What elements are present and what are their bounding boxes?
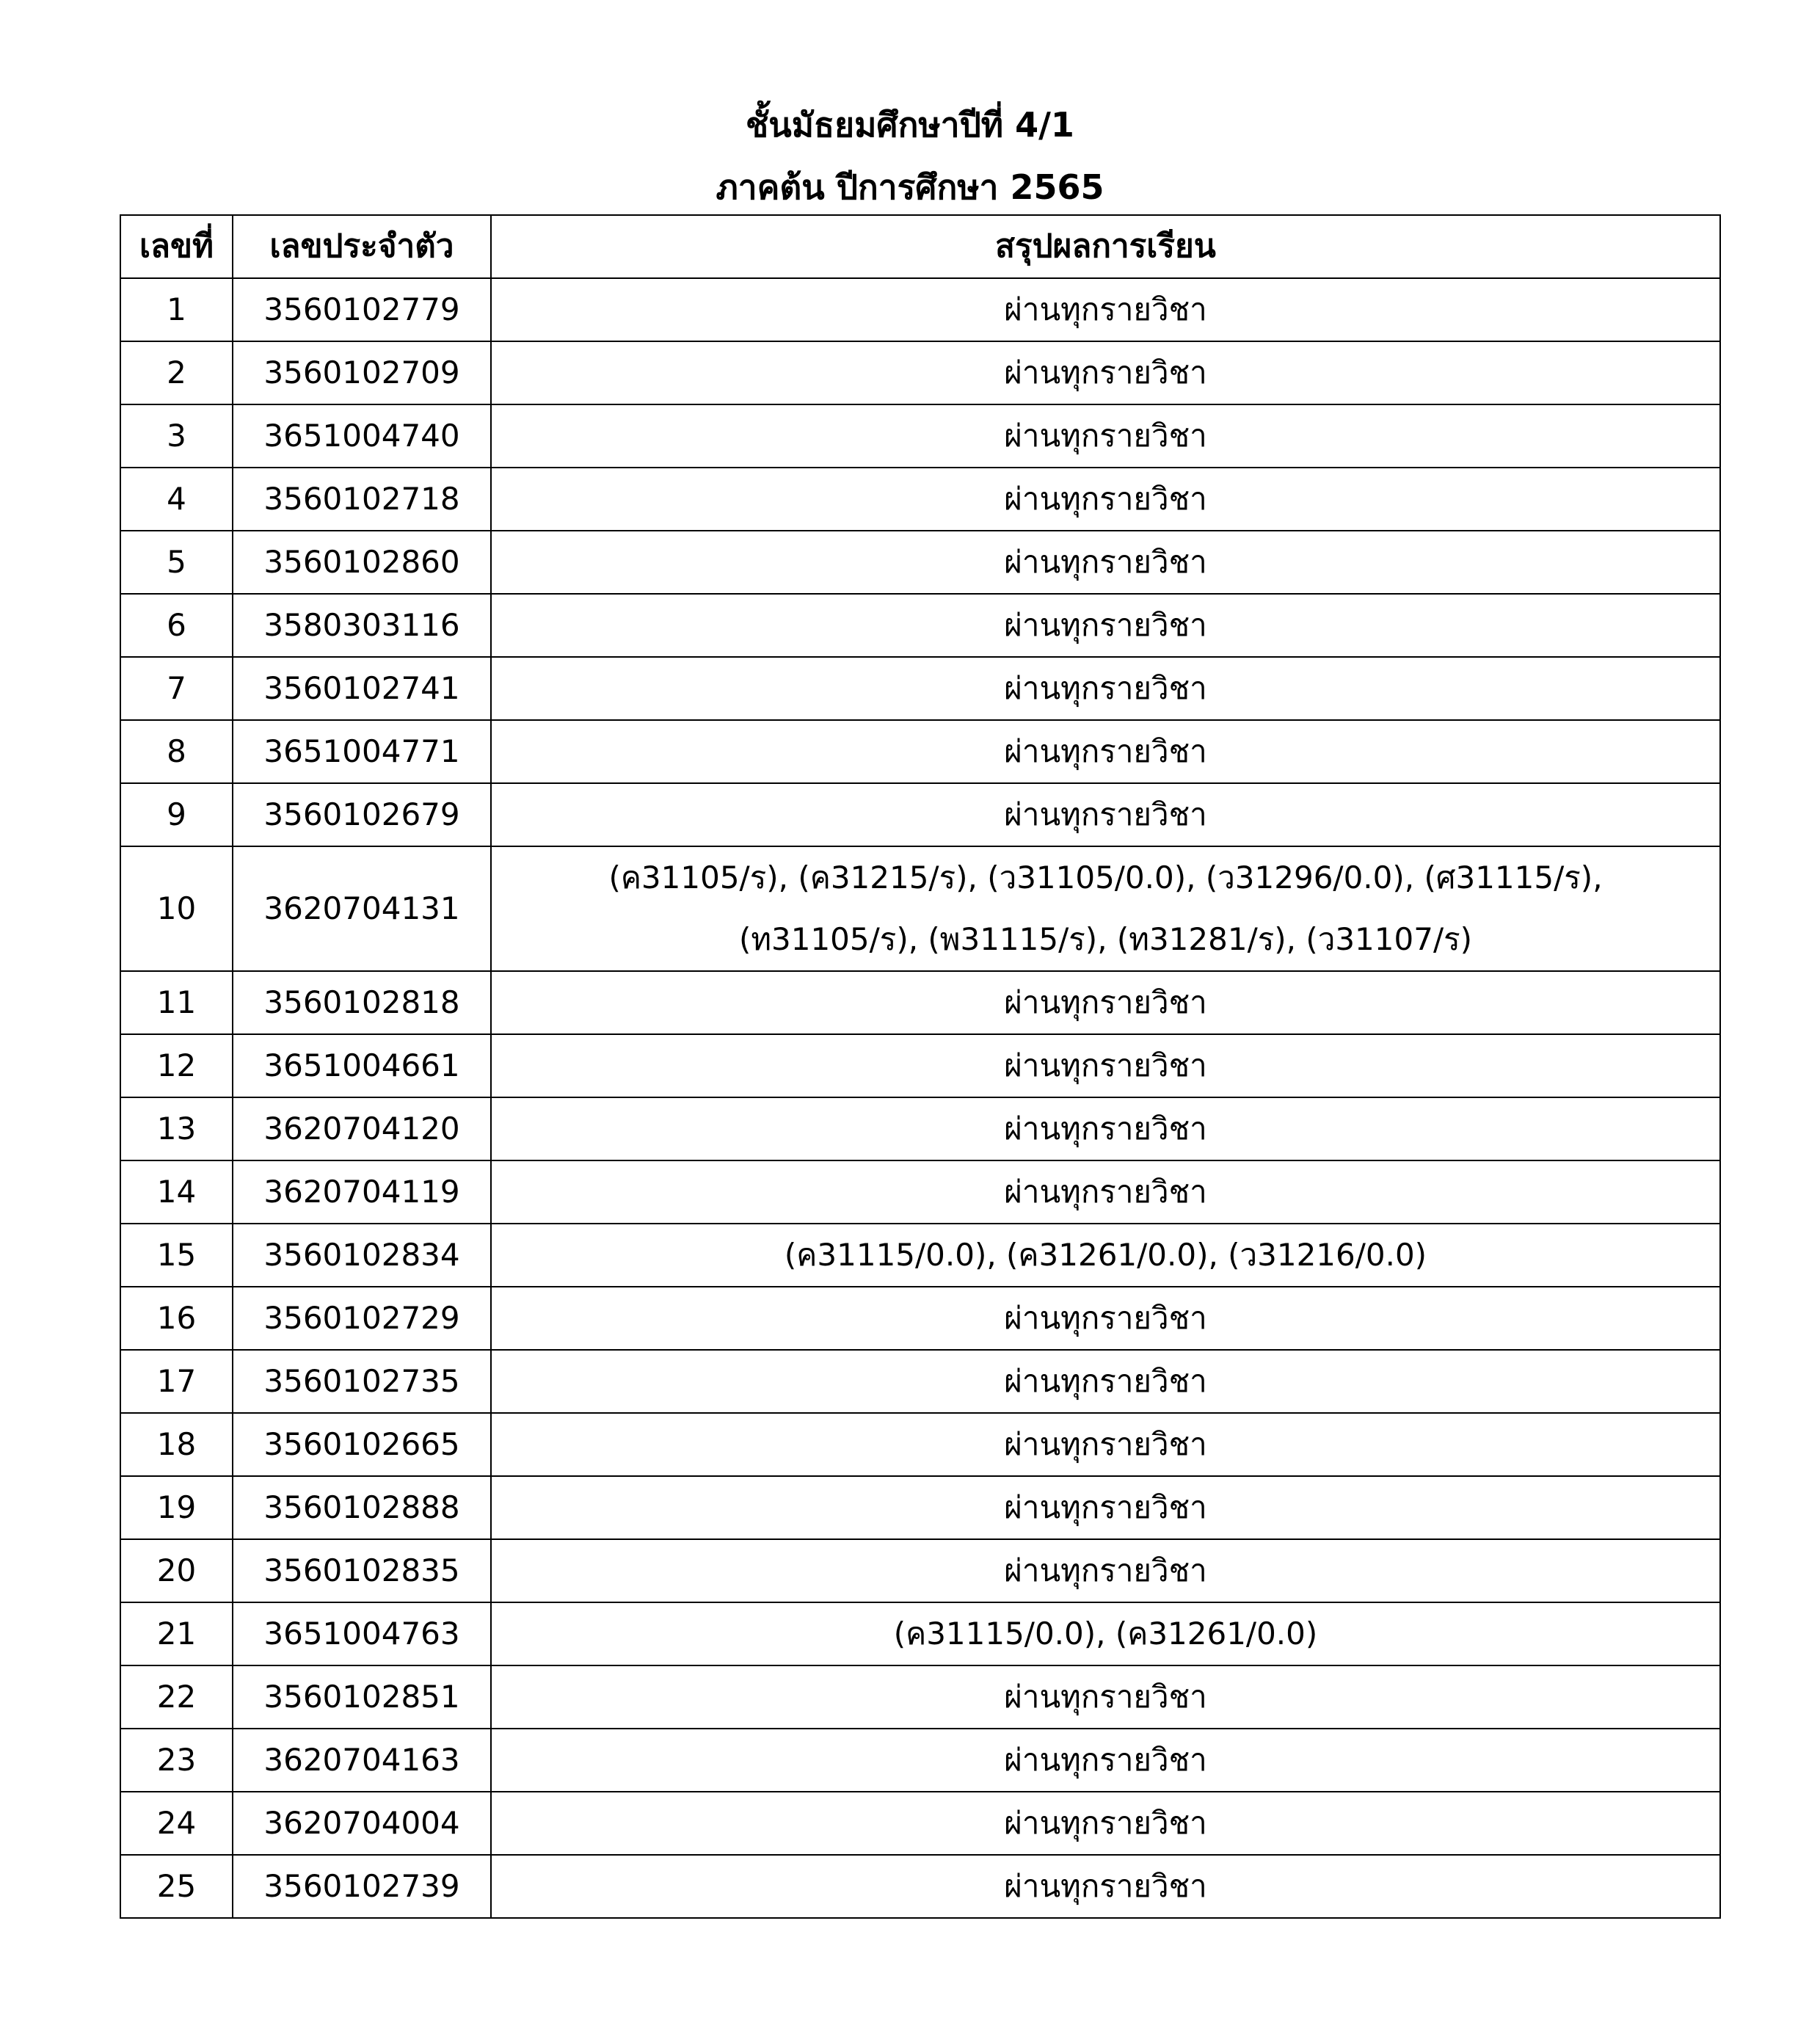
result-text: ผ่านทุกรายวิชา [1004,355,1207,390]
row-number-cell: 23 [120,1729,233,1792]
student-id-cell: 3560102679 [233,783,491,846]
result-text: (ค31115/0.0), (ค31261/0.0) [893,1616,1318,1652]
row-number-cell: 21 [120,1602,233,1665]
table-row [120,531,1720,594]
row-number-cell: 19 [120,1476,233,1539]
result-text: ผ่านทุกรายวิชา [1004,418,1207,454]
row-number-cell: 24 [120,1792,233,1855]
result-text: ผ่านทุกรายวิชา [1004,796,1207,832]
row-number-cell: 15 [120,1224,233,1287]
row-number-cell: 13 [120,1097,233,1160]
table-row [120,1729,1720,1792]
results-table [120,214,1721,1919]
result-text: ผ่านทุกรายวิชา [1004,1552,1207,1588]
student-id-cell: 3560102735 [233,1350,491,1413]
table-row [120,1287,1720,1350]
row-number-cell: 16 [120,1287,233,1350]
column-header-result: สรุปผลการเรียน [491,215,1720,278]
student-id-cell: 3620704119 [233,1160,491,1224]
table-row [120,1539,1720,1602]
table-row [120,404,1720,468]
student-id-cell: 3560102741 [233,657,491,720]
result-cell [491,1855,1720,1918]
result-cell [491,1665,1720,1729]
table-row [120,1413,1720,1476]
table-row [120,1855,1720,1918]
student-id-cell: 3560102729 [233,1287,491,1350]
result-cell [491,971,1720,1034]
result-text: ผ่านทุกรายวิชา [1004,1111,1207,1147]
result-cell [491,278,1720,341]
result-text: (ท31105/ร), (พ31115/ร), (ท31281/ร), (ว31107/ร) [738,921,1473,957]
result-cell [491,468,1720,531]
result-text: ผ่านทุกรายวิชา [1004,1047,1207,1083]
table-row [120,1224,1720,1287]
result-text: ผ่านทุกรายวิชา [1004,1742,1207,1778]
student-id-cell: 3560102779 [233,278,491,341]
table-row [120,971,1720,1034]
result-cell [491,1476,1720,1539]
result-cell [491,1792,1720,1855]
student-id-cell: 3620704131 [233,846,491,971]
column-header-student-id: เลขประจำตัว [233,215,491,278]
table-row [120,783,1720,846]
row-number-cell: 10 [120,846,233,971]
student-id-cell: 3651004771 [233,720,491,783]
page-subtitle: ภาคต้น ปีการศึกษา 2565 [716,167,1104,207]
row-number-cell: 17 [120,1350,233,1413]
table-row [120,468,1720,531]
result-text: ผ่านทุกรายวิชา [1004,1489,1207,1525]
student-id-cell: 3651004661 [233,1034,491,1097]
row-number-cell: 25 [120,1855,233,1918]
result-cell [491,1097,1720,1160]
result-cell [491,1224,1720,1287]
result-cell [491,846,1720,971]
result-cell [491,1287,1720,1350]
student-id-cell: 3560102665 [233,1413,491,1476]
student-id-cell: 3560102709 [233,341,491,404]
result-text: ผ่านทุกรายวิชา [1004,1868,1207,1904]
table-row [120,1476,1720,1539]
student-id-cell: 3560102739 [233,1855,491,1918]
result-text: ผ่านทุกรายวิชา [1004,1174,1207,1210]
table-body [120,278,1720,1918]
result-cell [491,1034,1720,1097]
column-header-number: เลขที่ [120,215,233,278]
row-number-cell: 18 [120,1413,233,1476]
result-cell [491,1539,1720,1602]
result-text: (ค31105/ร), (ค31215/ร), (ว31105/0.0), (ว31296/0.0), (ศ31115/ร), [608,860,1603,895]
table-row [120,278,1720,341]
student-id-cell: 3560102818 [233,971,491,1034]
result-text: ผ่านทุกรายวิชา [1004,481,1207,517]
result-text: ผ่านทุกรายวิชา [1004,1426,1207,1462]
row-number-cell: 22 [120,1665,233,1729]
table-row [120,846,1720,971]
row-number-cell: 12 [120,1034,233,1097]
result-text: ผ่านทุกรายวิชา [1004,1679,1207,1715]
result-cell [491,1160,1720,1224]
row-number-cell: 14 [120,1160,233,1224]
result-text: ผ่านทุกรายวิชา [1004,1363,1207,1399]
table-row [120,341,1720,404]
result-cell [491,1350,1720,1413]
student-id-cell: 3580303116 [233,594,491,657]
result-cell [491,404,1720,468]
table-header-row [120,215,1720,278]
table-row [120,1160,1720,1224]
result-text: ผ่านทุกรายวิชา [1004,670,1207,706]
student-id-cell: 3560102888 [233,1476,491,1539]
result-cell [491,783,1720,846]
result-text: ผ่านทุกรายวิชา [1004,984,1207,1020]
student-id-cell: 3620704120 [233,1097,491,1160]
row-number-cell: 9 [120,783,233,846]
student-id-cell: 3560102860 [233,531,491,594]
student-id-cell: 3560102835 [233,1539,491,1602]
result-cell [491,531,1720,594]
row-number-cell: 1 [120,278,233,341]
row-number-cell: 11 [120,971,233,1034]
table-row [120,657,1720,720]
table-row [120,720,1720,783]
student-id-cell: 3651004740 [233,404,491,468]
table-row [120,1792,1720,1855]
result-text: ผ่านทุกรายวิชา [1004,544,1207,580]
result-text: ผ่านทุกรายวิชา [1004,291,1207,327]
result-text: ผ่านทุกรายวิชา [1004,1805,1207,1841]
result-text: ผ่านทุกรายวิชา [1004,1300,1207,1336]
row-number-cell: 7 [120,657,233,720]
table-row [120,594,1720,657]
row-number-cell: 3 [120,404,233,468]
page-title: ชั้นมัธยมศึกษาปีที่ 4/1 [746,105,1074,145]
student-id-cell: 3560102834 [233,1224,491,1287]
row-number-cell: 8 [120,720,233,783]
result-text: ผ่านทุกรายวิชา [1004,607,1207,643]
table-row [120,1350,1720,1413]
row-number-cell: 4 [120,468,233,531]
student-id-cell: 3620704163 [233,1729,491,1792]
table-row [120,1034,1720,1097]
table-row [120,1602,1720,1665]
row-number-cell: 2 [120,341,233,404]
result-cell [491,1602,1720,1665]
student-id-cell: 3620704004 [233,1792,491,1855]
result-cell [491,1413,1720,1476]
row-number-cell: 5 [120,531,233,594]
student-id-cell: 3651004763 [233,1602,491,1665]
table-row [120,1665,1720,1729]
table-row [120,1097,1720,1160]
result-cell [491,1729,1720,1792]
result-text: ผ่านทุกรายวิชา [1004,733,1207,769]
result-cell [491,594,1720,657]
student-id-cell: 3560102851 [233,1665,491,1729]
row-number-cell: 6 [120,594,233,657]
result-text: (ค31115/0.0), (ค31261/0.0), (ว31216/0.0) [784,1237,1427,1273]
result-cell [491,657,1720,720]
student-id-cell: 3560102718 [233,468,491,531]
result-cell [491,720,1720,783]
result-cell [491,341,1720,404]
row-number-cell: 20 [120,1539,233,1602]
